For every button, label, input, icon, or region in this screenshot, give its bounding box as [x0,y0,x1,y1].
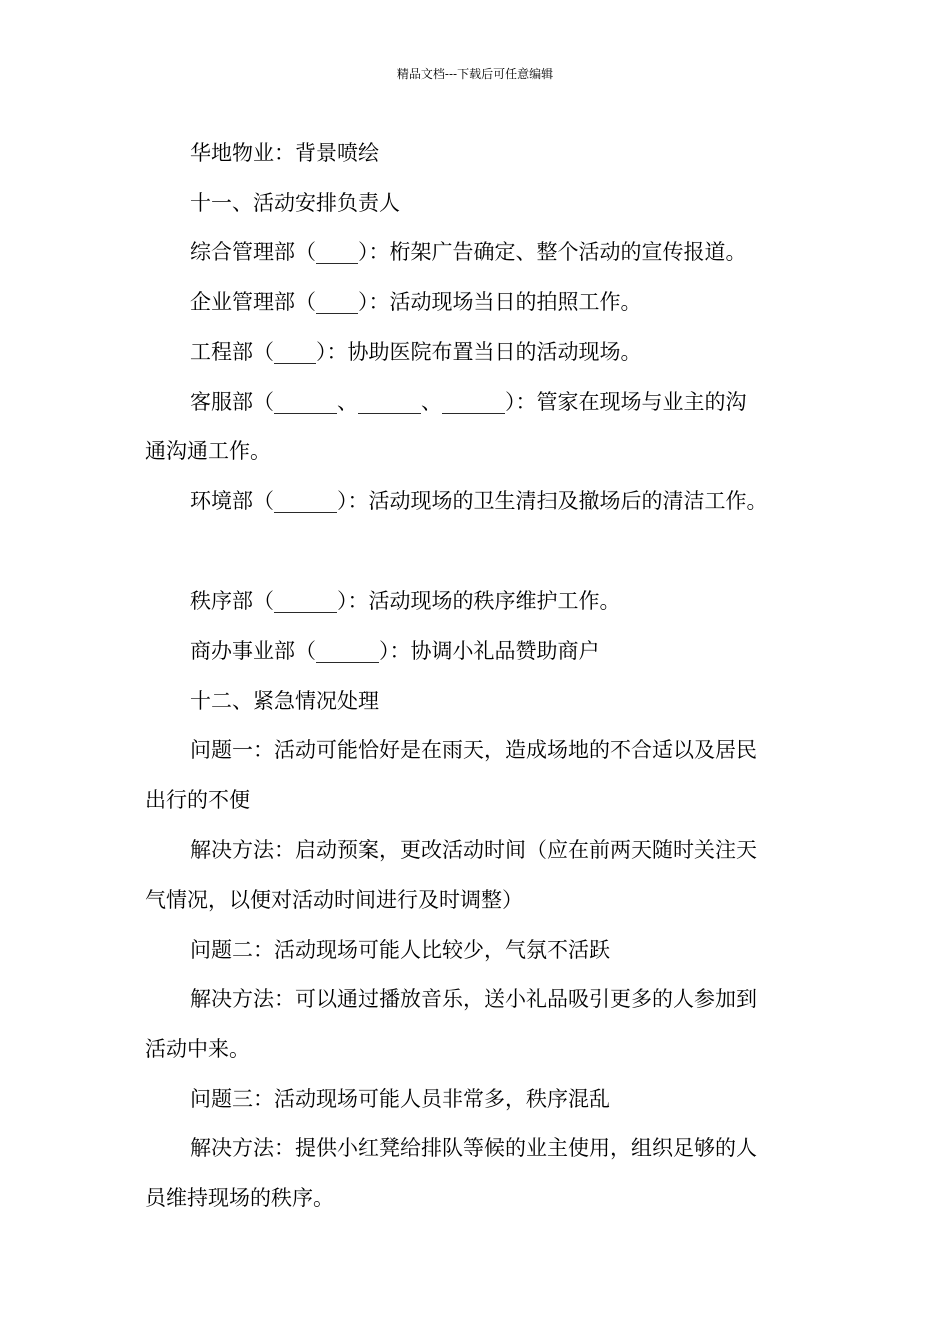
text-line: 华地物业：背景喷绘 [190,141,379,165]
text-line: 解决方法：提供小红凳给排队等候的业主使用，组织足够的人 [190,1136,757,1160]
text-line: 客服部（______、______、______）：管家在现场与业主的沟 [190,390,747,414]
text-line: 综合管理部（____）：桁架广告确定、整个活动的宣传报道。 [190,240,747,264]
section-heading: 十二、紧急情况处理 [190,689,379,713]
page-header: 精品文档---下载后可任意编辑 [396,67,554,81]
text-line: 商办事业部（______）：协调小礼品赞助商户 [190,639,600,663]
section-heading: 十一、活动安排负责人 [190,191,400,215]
text-line: 气情况，以便对活动时间进行及时调整） [145,888,523,912]
text-line: 问题二：活动现场可能人比较少，气氛不活跃 [190,938,610,962]
text-line: 活动中来。 [145,1037,250,1061]
text-line: 环境部（______）：活动现场的卫生清扫及撤场后的清洁工作。 [190,489,768,513]
text-line: 秩序部（______）：活动现场的秩序维护工作。 [190,589,621,613]
text-line: 解决方法：可以通过播放音乐，送小礼品吸引更多的人参加到 [190,987,757,1011]
text-line: 解决方法：启动预案，更改活动时间（应在前两天随时关注天 [190,838,757,862]
text-line: 通沟通工作。 [145,439,271,463]
text-line: 工程部（____）：协助医院布置当日的活动现场。 [190,340,642,364]
text-line: 问题三：活动现场可能人员非常多，秩序混乱 [190,1087,610,1111]
text-line: 企业管理部（____）：活动现场当日的拍照工作。 [190,290,642,314]
text-line: 出行的不便 [145,788,250,812]
text-line: 问题一：活动可能恰好是在雨天，造成场地的不合适以及居民 [190,738,757,762]
text-line: 员维持现场的秩序。 [145,1186,334,1210]
